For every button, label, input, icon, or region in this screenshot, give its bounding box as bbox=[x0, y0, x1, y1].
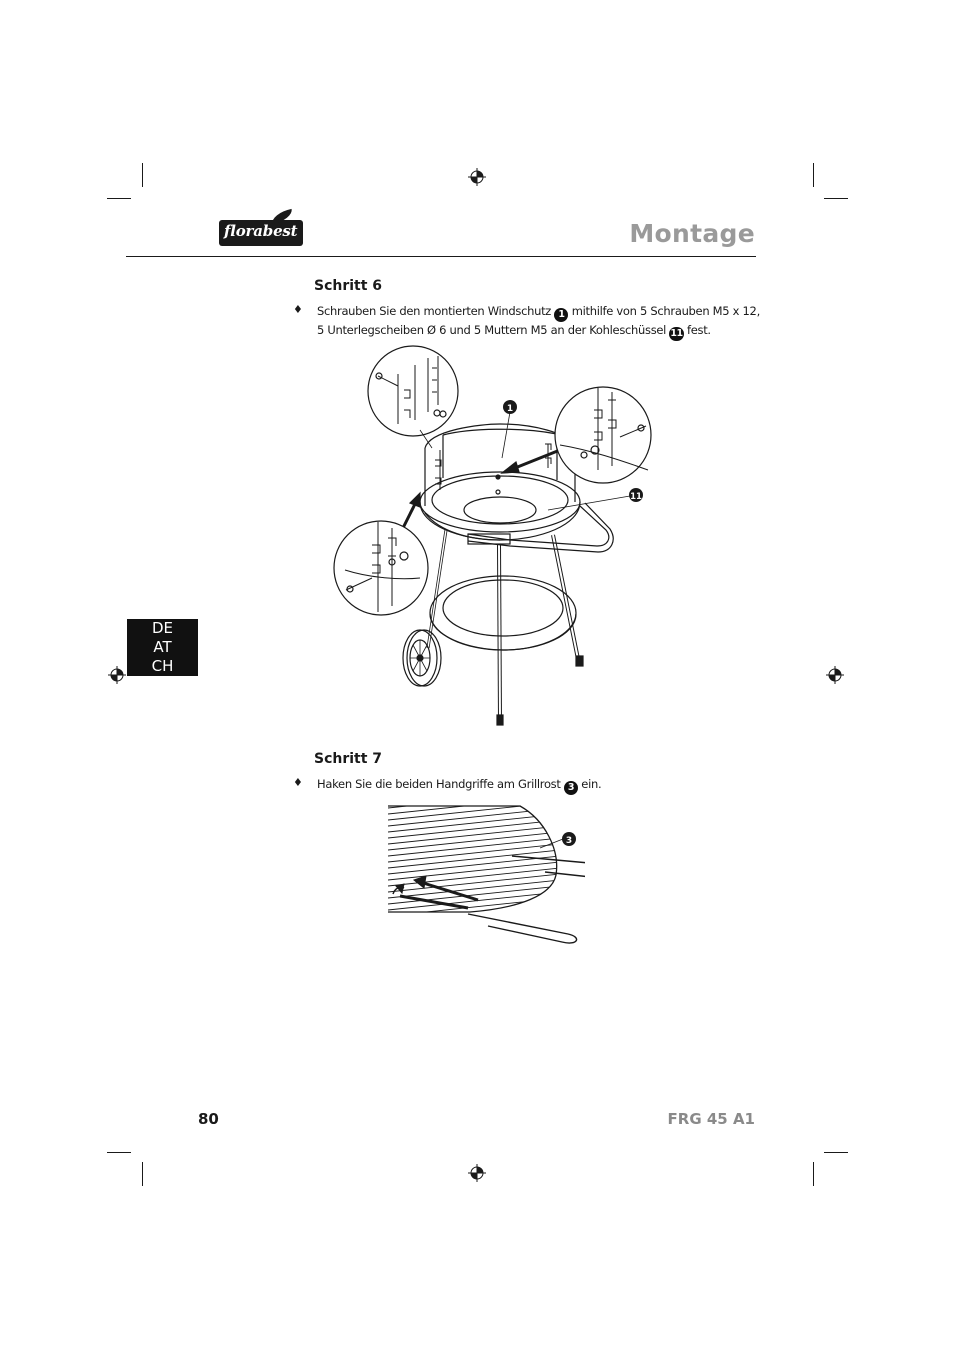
callout-labels bbox=[500, 398, 650, 504]
part-reference-badge: 3 bbox=[564, 781, 578, 795]
crop-mark bbox=[813, 163, 814, 187]
header-divider bbox=[126, 256, 756, 257]
callout-label: 3 bbox=[565, 836, 573, 846]
callout-label: 1 bbox=[506, 404, 514, 414]
instruction-text: 5 Unterlegscheiben Ø 6 und 5 Muttern M5 an der Kohleschüssel bbox=[317, 323, 670, 337]
step-7-title: Schritt 7 bbox=[314, 751, 383, 767]
grill-grate-illustration bbox=[385, 803, 585, 948]
step-7-instruction bbox=[317, 776, 601, 795]
language-tab bbox=[127, 619, 198, 676]
model-number: FRG 45 A1 bbox=[667, 1110, 755, 1128]
brand-logo-text: florabest bbox=[224, 222, 298, 240]
crop-mark bbox=[107, 198, 131, 199]
registration-mark-icon bbox=[468, 1164, 486, 1182]
crop-mark bbox=[107, 1152, 131, 1153]
brand-logo bbox=[219, 220, 303, 246]
instruction-text: mithilfe von 5 Schrauben M5 x 12, bbox=[568, 304, 760, 318]
crop-mark bbox=[142, 1162, 143, 1186]
callout-labels bbox=[560, 830, 580, 850]
instruction-text: Schrauben Sie den montierten Windschutz bbox=[317, 304, 555, 318]
registration-mark-icon bbox=[826, 666, 844, 684]
step-6-title: Schritt 6 bbox=[314, 278, 383, 294]
crop-mark bbox=[813, 1162, 814, 1186]
bullet-icon: ♦ bbox=[293, 776, 303, 789]
instruction-text: fest. bbox=[683, 323, 711, 337]
language-code: CH bbox=[151, 657, 174, 675]
step-6-instruction bbox=[317, 303, 760, 341]
page-number: 80 bbox=[198, 1110, 219, 1128]
callout-label: 11 bbox=[630, 492, 642, 502]
part-reference-badge: 1 bbox=[554, 308, 568, 322]
registration-mark-icon bbox=[468, 168, 486, 186]
registration-mark-icon bbox=[108, 666, 126, 684]
crop-mark bbox=[824, 1152, 848, 1153]
language-code: AT bbox=[153, 638, 172, 656]
crop-mark bbox=[142, 163, 143, 187]
crop-mark bbox=[824, 198, 848, 199]
bullet-icon: ♦ bbox=[293, 303, 303, 316]
instruction-text: ein. bbox=[577, 777, 602, 791]
instruction-text: Haken Sie die beiden Handgriffe am Grillrost bbox=[317, 777, 564, 791]
page-title: Montage bbox=[629, 219, 755, 248]
part-reference-badge: 11 bbox=[670, 328, 683, 339]
language-code: DE bbox=[151, 619, 174, 637]
